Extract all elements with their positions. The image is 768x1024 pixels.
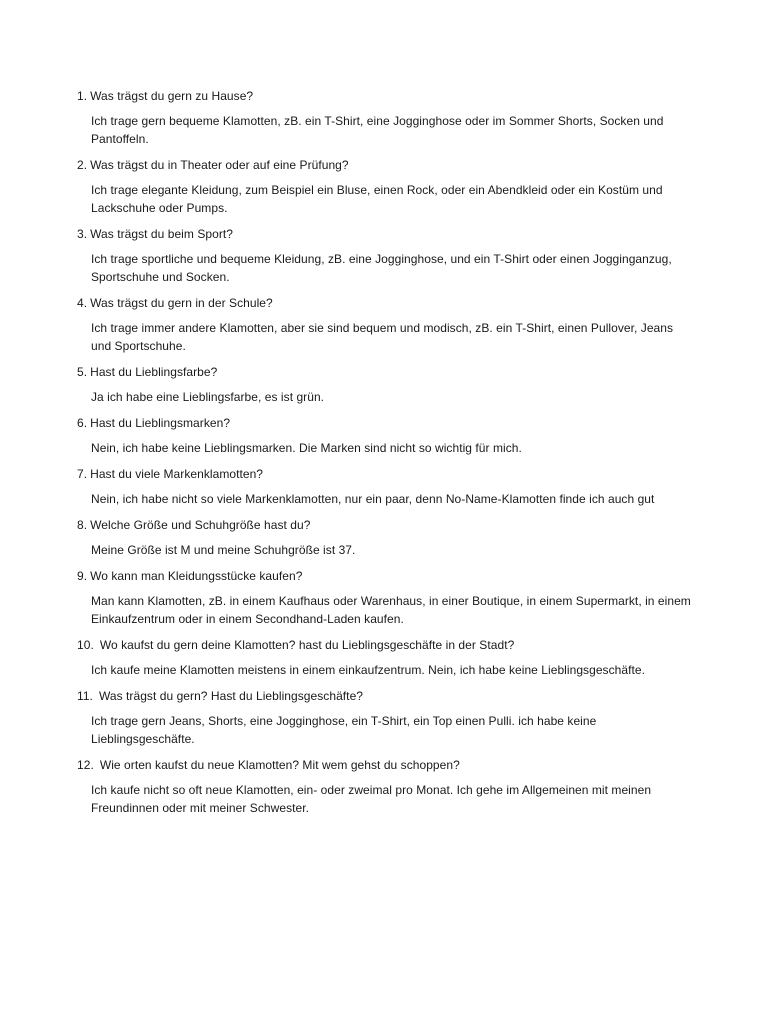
question (77, 756, 697, 774)
question-text: Wo kann man Kleidungsstücke kaufen? (90, 569, 303, 583)
answer-text: Ja ich habe eine Lieblingsfarbe, es ist grün. (91, 390, 325, 404)
question-text: Hast du viele Markenklamotten? (90, 467, 264, 481)
answer-text: Ich trage elegante Kleidung, zum Beispiel ein Bluse, einen Rock, oder ein Abendkleid oder ein Kostüm und Lackschuhe oder Pumps. (91, 183, 663, 215)
question-number: 11. (77, 689, 93, 703)
question (77, 516, 697, 534)
answer-text: Ich trage sportliche und bequeme Kleidung, zB. eine Jogginghose, und ein T-Shirt oder einen Jogginganzug, Sportschuhe und Socken. (91, 252, 672, 284)
question-text: Hast du Lieblingsfarbe? (90, 365, 218, 379)
qa-item (0, 225, 768, 286)
question-number: 12. (77, 758, 94, 772)
answer-text: Ich trage immer andere Klamotten, aber sie sind bequem und modisch, zB. ein T-Shirt, einen Pullover, Jeans und Sportschuhe. (91, 321, 674, 353)
qa-item (0, 414, 768, 457)
question-text: Hast du Lieblingsmarken? (90, 416, 231, 430)
question-text: Was trägst du in Theater oder auf eine Prüfung? (90, 158, 349, 172)
question-number: 4. (77, 296, 88, 310)
question-number: 5. (77, 365, 88, 379)
question-number: 8. (77, 518, 88, 532)
qa-item (0, 156, 768, 217)
question-number: 7. (77, 467, 88, 481)
question-number: 6. (77, 416, 88, 430)
question (77, 414, 697, 432)
answer-text: Ich trage gern bequeme Klamotten, zB. ein T-Shirt, eine Jogginghose oder im Sommer Shorts, Socken und Pantoffeln. (91, 114, 664, 146)
answer-text: Nein, ich habe nicht so viele Markenklamotten, nur ein paar, denn No-Name-Klamotten finde ich auch gut (91, 492, 655, 506)
question (77, 636, 697, 654)
answer-text: Ich trage gern Jeans, Shorts, eine Jogginghose, ein T-Shirt, ein Top einen Pulli. ich habe keine Lieblingsgeschäfte. (91, 714, 597, 746)
question (77, 567, 697, 585)
question (77, 465, 697, 483)
question (77, 156, 697, 174)
question-text: Was trägst du gern in der Schule? (90, 296, 273, 310)
question-number: 3. (77, 227, 88, 241)
answer-text: Meine Größe ist M und meine Schuhgröße ist 37. (91, 543, 356, 557)
question-number: 10. (77, 638, 94, 652)
answer-text: Man kann Klamotten, zB. in einem Kaufhaus oder Warenhaus, in einer Boutique, in einem Supermarkt, in einem Einkaufzentrum oder in einem Secondhand-Laden kaufen. (91, 594, 691, 626)
answer-text: Ich kaufe meine Klamotten meistens in einem einkaufzentrum. Nein, ich habe keine Lieblingsgeschäfte. (91, 663, 645, 677)
question-answer-list (0, 87, 768, 817)
answer-text: Nein, ich habe keine Lieblingsmarken. Die Marken sind nicht so wichtig für mich. (91, 441, 522, 455)
question-number: 1. (77, 89, 88, 103)
qa-item (0, 636, 768, 679)
qa-item (0, 756, 768, 817)
question-text: Wie orten kaufst du neue Klamotten? Mit wem gehst du schoppen? (99, 758, 460, 772)
question (77, 363, 697, 381)
question (77, 294, 697, 312)
question-text: Was trägst du gern zu Hause? (90, 89, 254, 103)
answer-text: Ich kaufe nicht so oft neue Klamotten, ein- oder zweimal pro Monat. Ich gehe im Allgemeinen mit meinen Freundinnen oder mit meiner Schwester. (91, 783, 652, 815)
question-text: Was trägst du gern? Hast du Lieblingsgeschäfte? (98, 689, 364, 703)
qa-item (0, 363, 768, 406)
question (77, 687, 697, 705)
question (77, 87, 697, 105)
qa-item (0, 87, 768, 148)
qa-item (0, 294, 768, 355)
qa-item (0, 516, 768, 559)
question-text: Wo kaufst du gern deine Klamotten? hast du Lieblingsgeschäfte in der Stadt? (99, 638, 515, 652)
question-text: Welche Größe und Schuhgröße hast du? (90, 518, 311, 532)
question-number: 9. (77, 569, 88, 583)
question (77, 225, 697, 243)
qa-item (0, 465, 768, 508)
question-number: 2. (77, 158, 88, 172)
qa-item (0, 687, 768, 748)
qa-item (0, 567, 768, 628)
question-text: Was trägst du beim Sport? (90, 227, 233, 241)
